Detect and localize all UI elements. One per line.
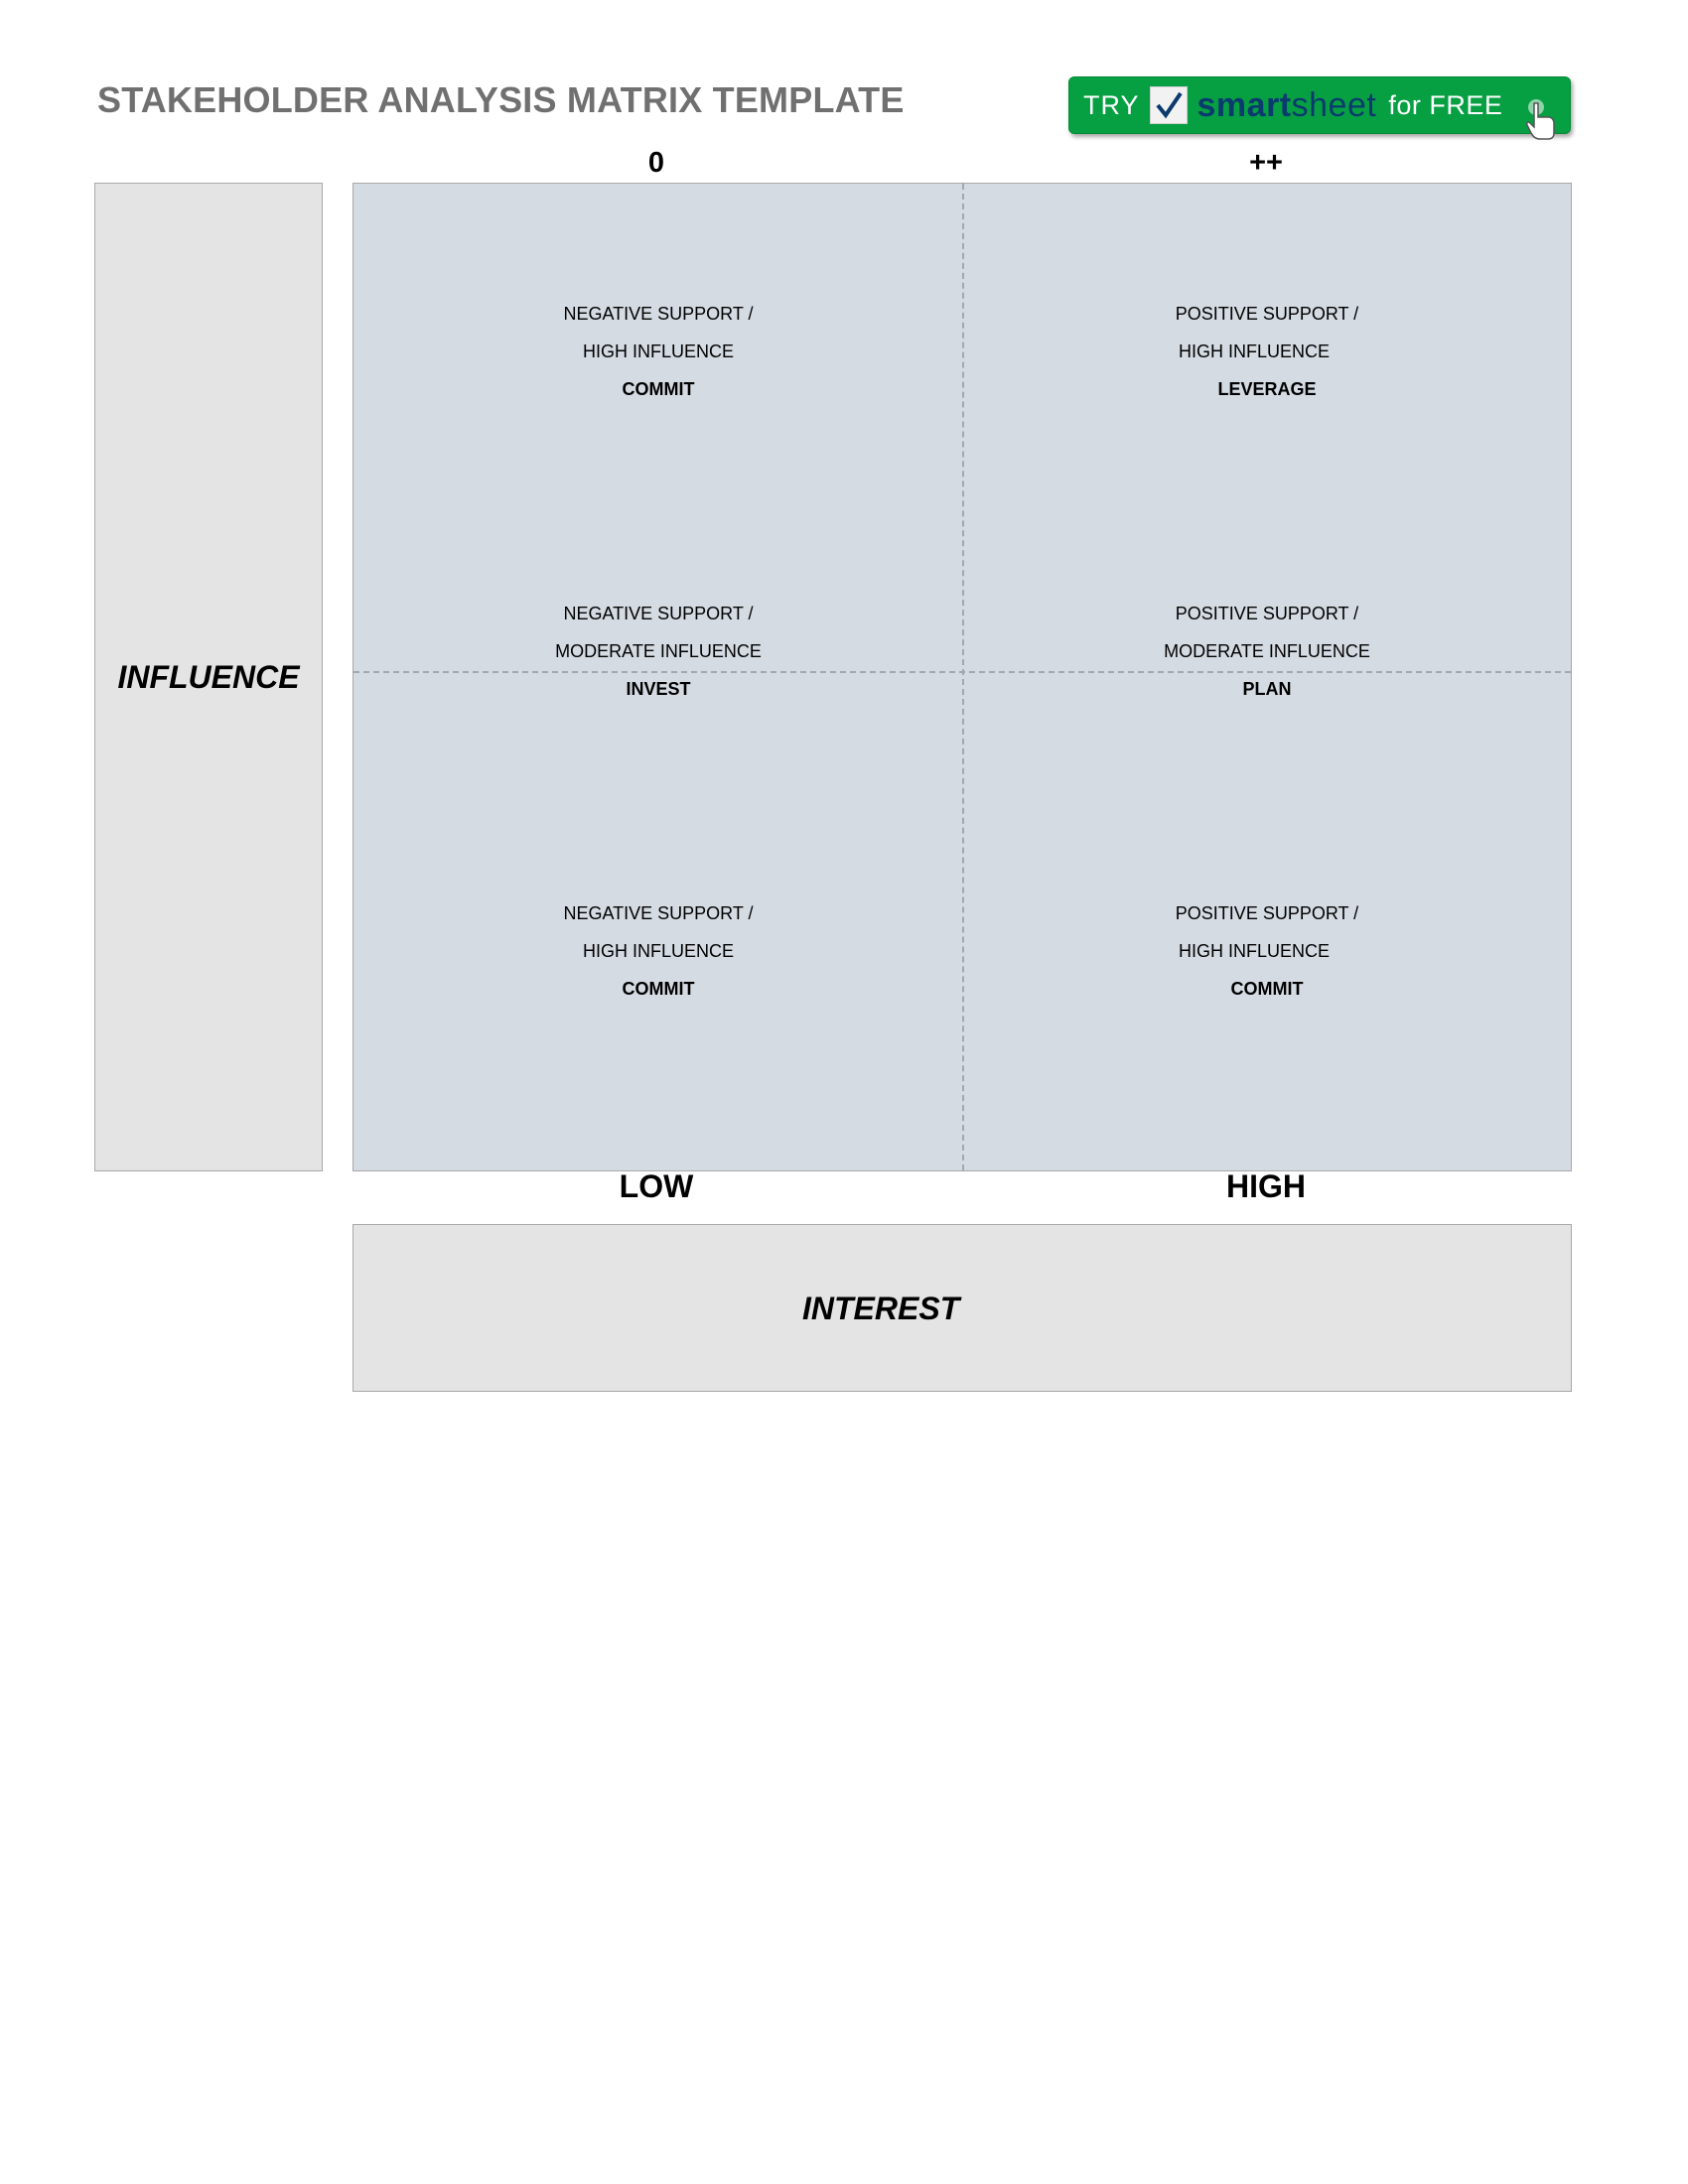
cell-action-text: COMMIT	[1230, 979, 1304, 999]
influence-axis-box	[94, 183, 323, 1171]
cell-support-text: NEGATIVE SUPPORT /	[563, 604, 754, 623]
matrix-cell	[460, 295, 857, 408]
influence-label: INFLUENCE	[117, 658, 300, 695]
cell-support-text: POSITIVE SUPPORT /	[1175, 903, 1359, 923]
vertical-divider	[962, 184, 964, 1170]
cell-action-text: INVEST	[626, 679, 691, 699]
matrix-cell	[460, 894, 857, 1008]
matrix-cell	[1068, 595, 1466, 708]
brand-sheet: sheet	[1291, 85, 1377, 124]
stakeholder-matrix	[352, 183, 1572, 1171]
checkmark-icon	[1150, 86, 1188, 124]
axis-low-label: LOW	[619, 1168, 694, 1204]
cell-influence-text: HIGH INFLUENCE	[582, 341, 734, 361]
brand-smart: smart	[1196, 85, 1292, 124]
pointer-hand-icon	[1522, 97, 1566, 146]
matrix-cell	[460, 595, 857, 708]
matrix-cell	[1068, 894, 1466, 1008]
cell-influence-text: HIGH INFLUENCE	[582, 941, 734, 961]
axis-top-right-label: ++	[1249, 147, 1283, 179]
cell-support-text: NEGATIVE SUPPORT /	[563, 304, 754, 324]
cell-action-text: PLAN	[1242, 679, 1292, 699]
page-title: STAKEHOLDER ANALYSIS MATRIX TEMPLATE	[97, 79, 905, 120]
cell-support-text: NEGATIVE SUPPORT /	[563, 903, 754, 923]
cell-influence-text: MODERATE INFLUENCE	[555, 641, 762, 661]
cell-action-text: COMMIT	[622, 979, 695, 999]
cell-influence-text: HIGH INFLUENCE	[1178, 941, 1330, 961]
cell-support-text: POSITIVE SUPPORT /	[1175, 304, 1359, 324]
axis-top-left-label: 0	[647, 147, 665, 179]
matrix-cell	[1068, 295, 1466, 408]
cell-support-text: POSITIVE SUPPORT /	[1175, 604, 1359, 623]
banner-try-label: TRY	[1083, 89, 1140, 120]
interest-label: INTEREST	[802, 1291, 960, 1326]
cell-influence-text: HIGH INFLUENCE	[1178, 341, 1330, 361]
cell-influence-text: MODERATE INFLUENCE	[1164, 641, 1370, 661]
smartsheet-logo-text	[1197, 86, 1377, 125]
try-smartsheet-banner[interactable]	[1068, 76, 1571, 134]
axis-high-label: HIGH	[1226, 1168, 1306, 1204]
cell-action-text: LEVERAGE	[1217, 379, 1317, 399]
interest-axis-box	[352, 1224, 1572, 1392]
cell-action-text: COMMIT	[622, 379, 695, 399]
banner-for-free-label: for FREE	[1388, 89, 1503, 120]
